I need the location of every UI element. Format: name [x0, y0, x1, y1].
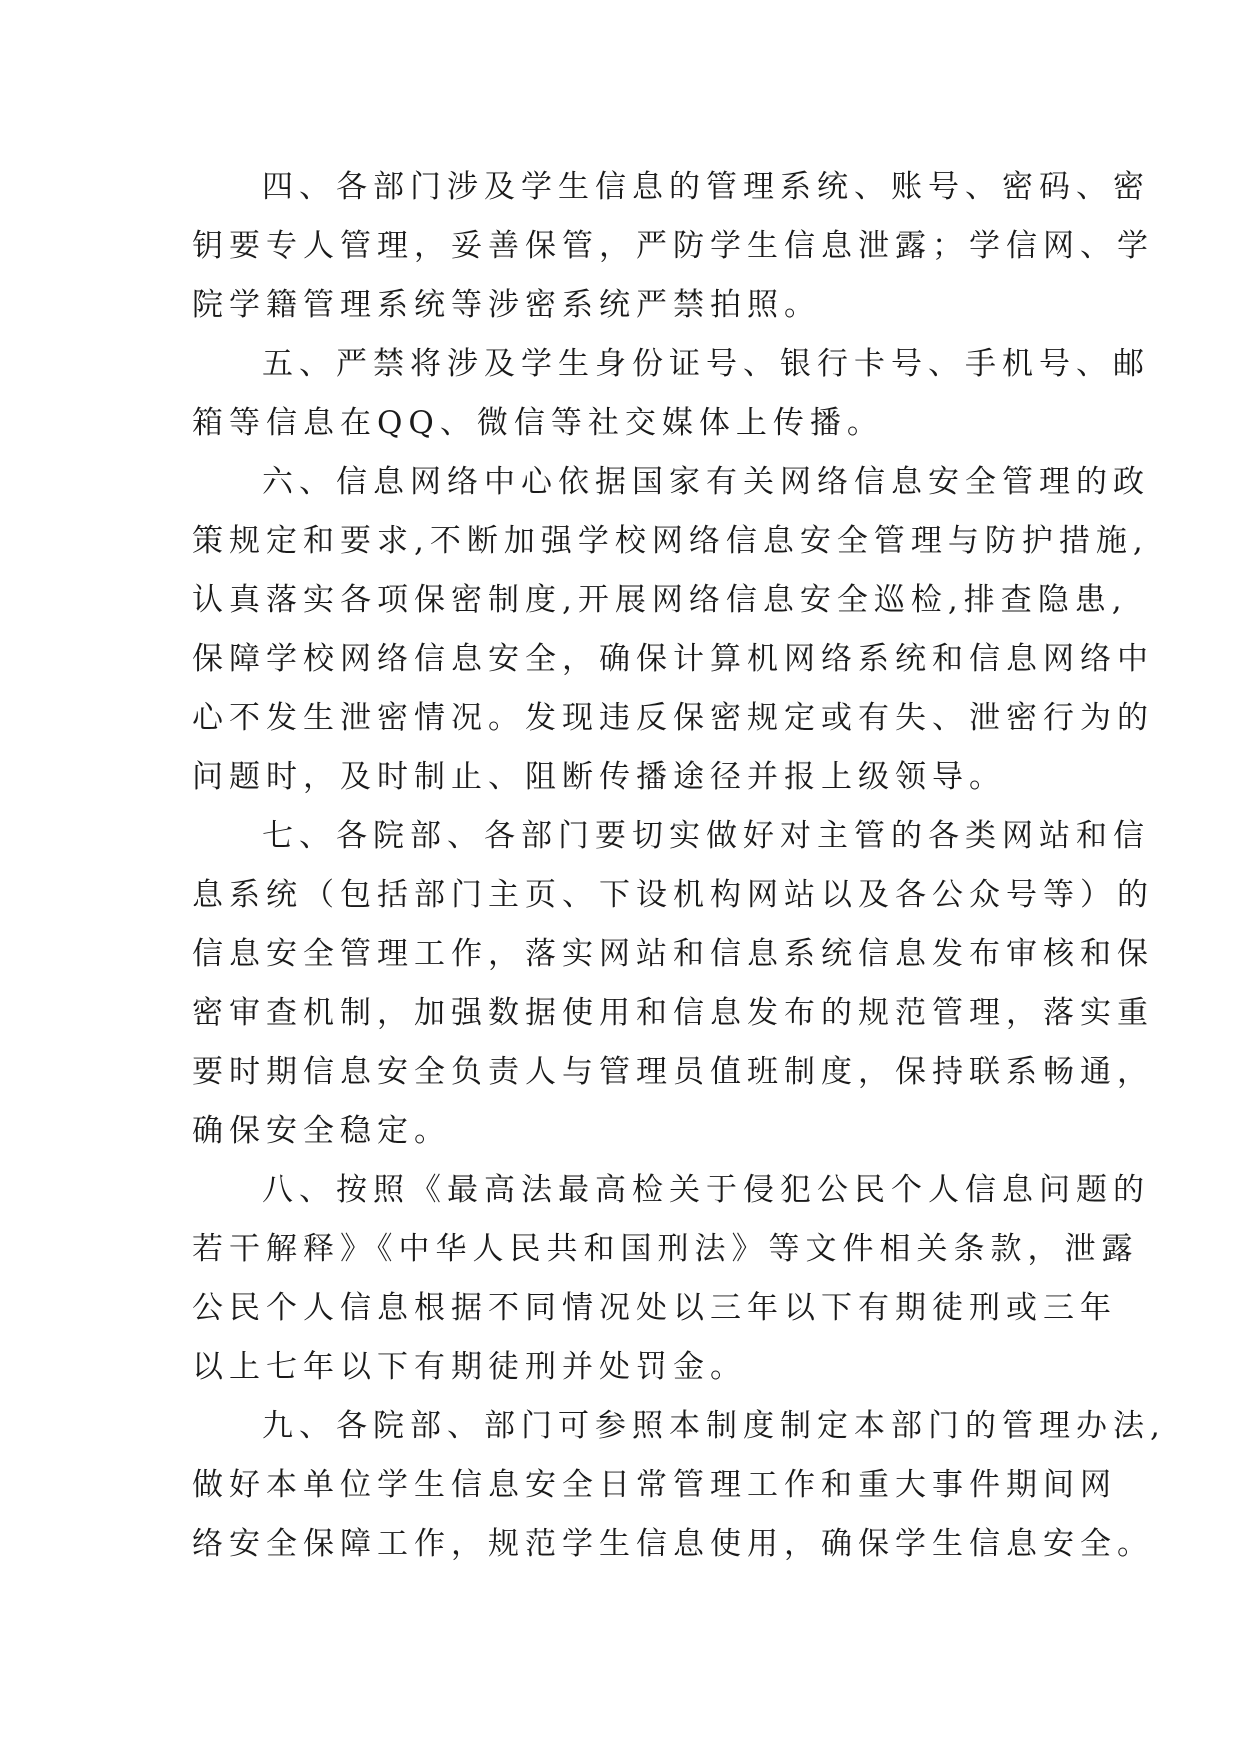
paragraph-line: 问题时，及时制止、阻断传播途径并报上级领导。	[192, 759, 1006, 795]
paragraph-line: 以上七年以下有期徒刑并处罚金。	[192, 1349, 747, 1385]
paragraph-7	[192, 807, 1154, 1161]
paragraph-line: 做好本单位学生信息安全日常管理工作和重大事件期间网	[192, 1467, 1117, 1503]
paragraph-9	[192, 1397, 1166, 1574]
paragraph-5	[192, 335, 1150, 453]
paragraph-line: 确保安全稳定。	[192, 1113, 451, 1149]
paragraph-line: 保障学校网络信息安全，确保计算机网络系统和信息网络中	[192, 641, 1154, 677]
paragraph-8	[192, 1161, 1150, 1397]
paragraph-line: 若干解释》《中华人民共和国刑法》等文件相关条款，泄露	[192, 1231, 1139, 1267]
paragraph-line: 六、信息网络中心依据国家有关网络信息安全管理的政	[262, 464, 1150, 500]
paragraph-6	[192, 453, 1154, 807]
paragraph-line: 信息安全管理工作，落实网站和信息系统信息发布审核和保	[192, 936, 1154, 972]
paragraph-line: 密审查机制，加强数据使用和信息发布的规范管理，落实重	[192, 995, 1154, 1031]
paragraph-line: 公民个人信息根据不同情况处以三年以下有期徒刑或三年	[192, 1290, 1117, 1326]
paragraph-line: 息系统（包括部门主页、下设机构网站以及各公众号等）的	[192, 877, 1154, 913]
paragraph-line: 策规定和要求,不断加强学校网络信息安全管理与防护措施,	[192, 523, 1149, 559]
paragraph-line: 七、各院部、各部门要切实做好对主管的各类网站和信	[262, 818, 1150, 854]
paragraph-line: 络安全保障工作，规范学生信息使用，确保学生信息安全。	[192, 1526, 1154, 1562]
paragraph-line: 九、各院部、部门可参照本制度制定本部门的管理办法,	[262, 1408, 1166, 1444]
paragraph-line: 八、按照《最高法最高检关于侵犯公民个人信息问题的	[262, 1172, 1150, 1208]
paragraph-line: 箱等信息在QQ、微信等社交媒体上传播。	[192, 405, 884, 441]
paragraph-line: 要时期信息安全负责人与管理员值班制度，保持联系畅通，	[192, 1054, 1154, 1090]
document-body	[192, 158, 1166, 1574]
paragraph-line: 院学籍管理系统等涉密系统严禁拍照。	[192, 287, 821, 323]
paragraph-line: 认真落实各项保密制度,开展网络信息安全巡检,排查隐患,	[192, 582, 1128, 618]
paragraph-line: 五、严禁将涉及学生身份证号、银行卡号、手机号、邮	[262, 346, 1150, 382]
paragraph-line: 心不发生泄密情况。发现违反保密规定或有失、泄密行为的	[192, 700, 1154, 736]
paragraph-line: 四、各部门涉及学生信息的管理系统、账号、密码、密	[262, 169, 1150, 205]
paragraph-line: 钥要专人管理，妥善保管，严防学生信息泄露；学信网、学	[192, 228, 1154, 264]
paragraph-4	[192, 158, 1154, 335]
